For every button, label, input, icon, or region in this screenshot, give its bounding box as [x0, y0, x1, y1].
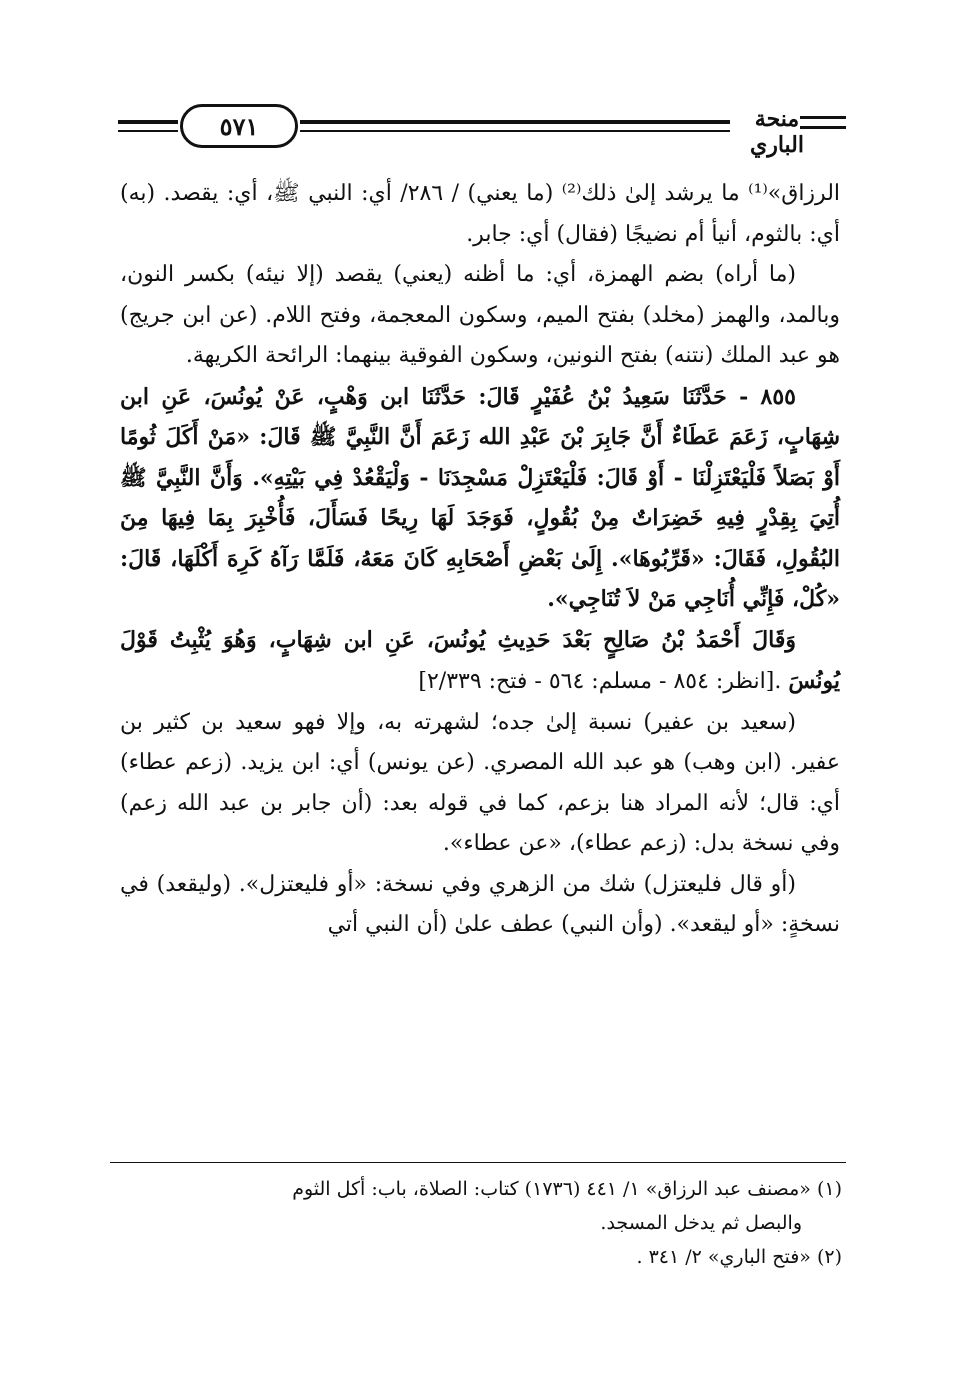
paragraph: الرزاق»⁽¹⁾ ما يرشد إلىٰ ذلك⁽²⁾ (ما يعني) / ٢٨٦/ أي: النبي ﷺ، أي: يقصد. (به) أي: بالثوم، أنيأ أم نضيجًا (فقال) أي: جابر.	[120, 181, 841, 247]
footnote-1-continued: والبصل ثم يدخل المسجد.	[600, 1212, 802, 1234]
header-rule	[300, 120, 730, 124]
hadith-note	[120, 620, 840, 703]
footnote-1: (١) «مصنف عبد الرزاق» ١/ ٤٤١ (١٧٣٦) كتاب: الصلاة، باب: أكل الثوم	[292, 1178, 842, 1200]
header-rule	[300, 130, 730, 132]
main-text	[120, 174, 840, 946]
paragraph: (سعيد بن عفير) نسبة إلىٰ جده؛ لشهرته به، وإلا فهو سعيد بن كثير بن عفير. (ابن وهب) هو عبد الله المصري. (عن يونس) أي: ابن يزيد. (زعم عطاء) أي: قال؛ لأنه المراد هنا بزعم، كما في قوله بعد: (أن جابر بن عبد الله زعم) وفي نسخة بدل: (زعم عطاء)، «عن عطاء».	[120, 709, 840, 856]
paragraph: (أو قال فليعتزل) شك من الزهري وفي نسخة: «أو فليعتزل». (وليقعد) في نسخةٍ: «أو ليقعد». (وأن النبي) عطف علىٰ (أن النبي أتي	[120, 871, 840, 937]
page-header	[118, 100, 840, 156]
footnote-2: (٢) «فتح الباري» ٢/ ٣٤١ .	[636, 1246, 842, 1268]
header-rule	[800, 116, 846, 119]
hadith-note-text: وَقَالَ أَحْمَدُ بْنُ صَالِحٍ بَعْدَ حَدِيثِ يُونُسَ، عَنِ ابن شِهَابٍ، وَهُوَ يُثْبِتُ قَوْلَ يُونُسَ	[120, 626, 840, 694]
paragraph: (ما أراه) بضم الهمزة، أي: ما أظنه (يعني) يقصد (إلا نيئه) بكسر النون، وبالمد، والهمز (مخلد) بفتح الميم، وسكون المعجمة، وفتح اللام. (عن ابن جريج) هو عبد الملك (نتنه) بفتح النونين، وسكون الفوقية بينهما: الرائحة الكريهة.	[120, 262, 840, 368]
header-rule	[800, 126, 846, 129]
page-number-badge	[180, 104, 298, 148]
book-title: منحة الباري	[749, 106, 804, 158]
hadith-reference: .[انظر: ٨٥٤ - مسلم: ٥٦٤ - فتح: ٢/٣٣٩]	[418, 669, 789, 694]
hadith-text: ٨٥٥ - حَدَّثَنَا سَعِيدُ بْنُ عُفَيْرٍ قَالَ: حَدَّثَنَا ابن وَهْبٍ، عَنْ يُونُسَ، عَنِ ابن شِهَابٍ، زَعَمَ عَطَاءٌ أَنَّ جَابِرَ بْنَ عَبْدِ الله زَعَمَ أَنَّ النَّبِيَّ ﷺ قَالَ: «مَنْ أَكَلَ ثُومًا أَوْ بَصَلاً فَلْيَعْتَزِلْنَا - أَوْ قَالَ: فَلْيَعْتَزِلْ مَسْجِدَنَا - وَلْيَقْعُدْ فِي بَيْتِهِ». وَأَنَّ النَّبِيَّ ﷺ أُتِيَ بِقِدْرٍ فِيهِ خَضِرَاتٌ مِنْ بُقُولٍ، فَوَجَدَ لَهَا رِيحًا فَسَأَلَ، فَأُخْبِرَ بِمَا فِيهَا مِنَ البُقُولِ، فَقَالَ: «قَرِّبُوهَا». إِلَىٰ بَعْضِ أَصْحَابِهِ كَانَ مَعَهُ، فَلَمَّا رَآهُ كَرِهَ أَكْلَهَا، قَالَ: «كُلْ، فَإِنِّي أُنَاجِي مَنْ لاَ تُنَاجِي».	[120, 383, 840, 612]
footnote-separator	[110, 1162, 846, 1163]
header-rule	[118, 130, 178, 132]
page-number: ٥٧١	[219, 111, 259, 141]
footnotes	[120, 1172, 842, 1274]
header-rule	[118, 120, 178, 124]
